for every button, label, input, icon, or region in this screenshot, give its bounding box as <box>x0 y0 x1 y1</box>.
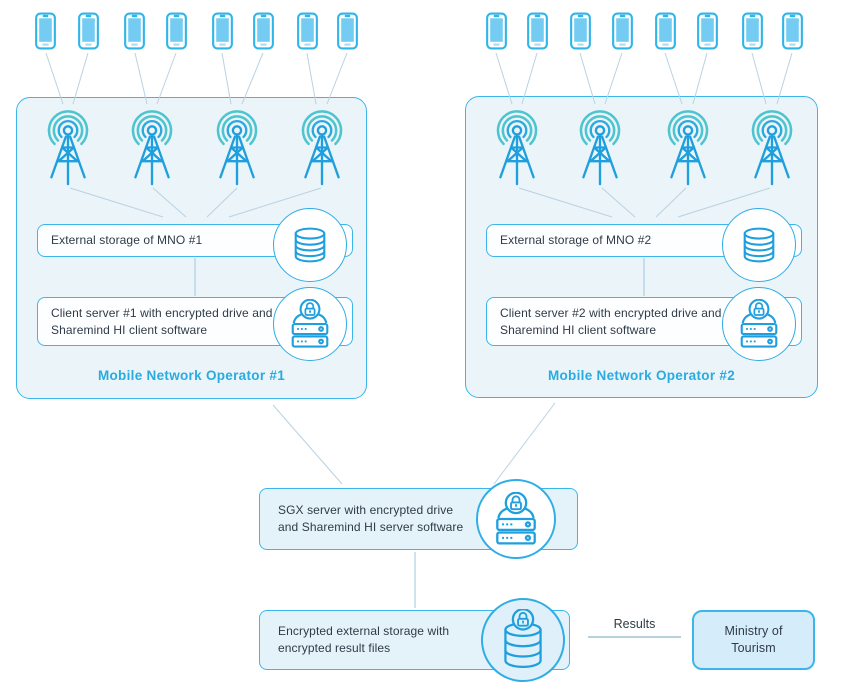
sgx-server-label: SGX server with encrypted drive and Sharemind HI server software <box>278 503 464 534</box>
phone-icon <box>297 12 318 50</box>
cell-tower-icon <box>742 107 802 187</box>
results-label: Results <box>613 617 656 631</box>
database-icon <box>738 225 780 265</box>
mno2-client-server-label: Client server #2 with encrypted drive and Sharemind HI client software <box>500 305 722 337</box>
phone-icon <box>697 12 718 50</box>
mno2-client-badge <box>722 287 796 361</box>
phone-icon <box>35 12 56 50</box>
cell-tower-icon <box>658 107 718 187</box>
lock-server-icon <box>490 492 542 546</box>
encrypted-storage-badge <box>481 598 565 682</box>
ministry-of-tourism-label: Ministry of Tourism <box>724 623 783 655</box>
phone-icon <box>782 12 803 50</box>
phone-icon <box>742 12 763 50</box>
cell-tower-icon <box>487 107 547 187</box>
lock-server-icon <box>735 299 783 349</box>
mno1-title: Mobile Network Operator #1 <box>97 368 286 383</box>
phone-icon <box>570 12 591 50</box>
phone-icon <box>166 12 187 50</box>
phone-icon <box>527 12 548 50</box>
phone-icon <box>124 12 145 50</box>
phone-icon <box>486 12 507 50</box>
phone-icon <box>612 12 633 50</box>
ministry-of-tourism-box <box>692 610 815 670</box>
sgx-server-badge <box>476 479 556 559</box>
phone-icon <box>253 12 274 50</box>
database-icon <box>289 225 331 265</box>
cell-tower-icon <box>122 107 182 187</box>
cell-tower-icon <box>38 107 98 187</box>
lock-database-icon <box>495 609 551 671</box>
phone-icon <box>212 12 233 50</box>
cell-tower-icon <box>207 107 267 187</box>
mno2-storage-badge <box>722 208 796 282</box>
encrypted-storage-label: Encrypted external storage with encrypted result files <box>278 624 450 655</box>
cell-tower-icon <box>292 107 352 187</box>
mno1-client-badge <box>273 287 347 361</box>
mno1-client-server-label: Client server #1 with encrypted drive and Sharemind HI client software <box>51 305 273 337</box>
mno1-external-storage-label: External storage of MNO #1 <box>51 233 203 248</box>
mno1-storage-badge <box>273 208 347 282</box>
phone-icon <box>78 12 99 50</box>
cell-tower-icon <box>570 107 630 187</box>
phone-icon <box>337 12 358 50</box>
phone-icon <box>655 12 676 50</box>
mno2-external-storage-label: External storage of MNO #2 <box>500 233 652 248</box>
lock-server-icon <box>286 299 334 349</box>
mno2-title: Mobile Network Operator #2 <box>547 368 736 383</box>
